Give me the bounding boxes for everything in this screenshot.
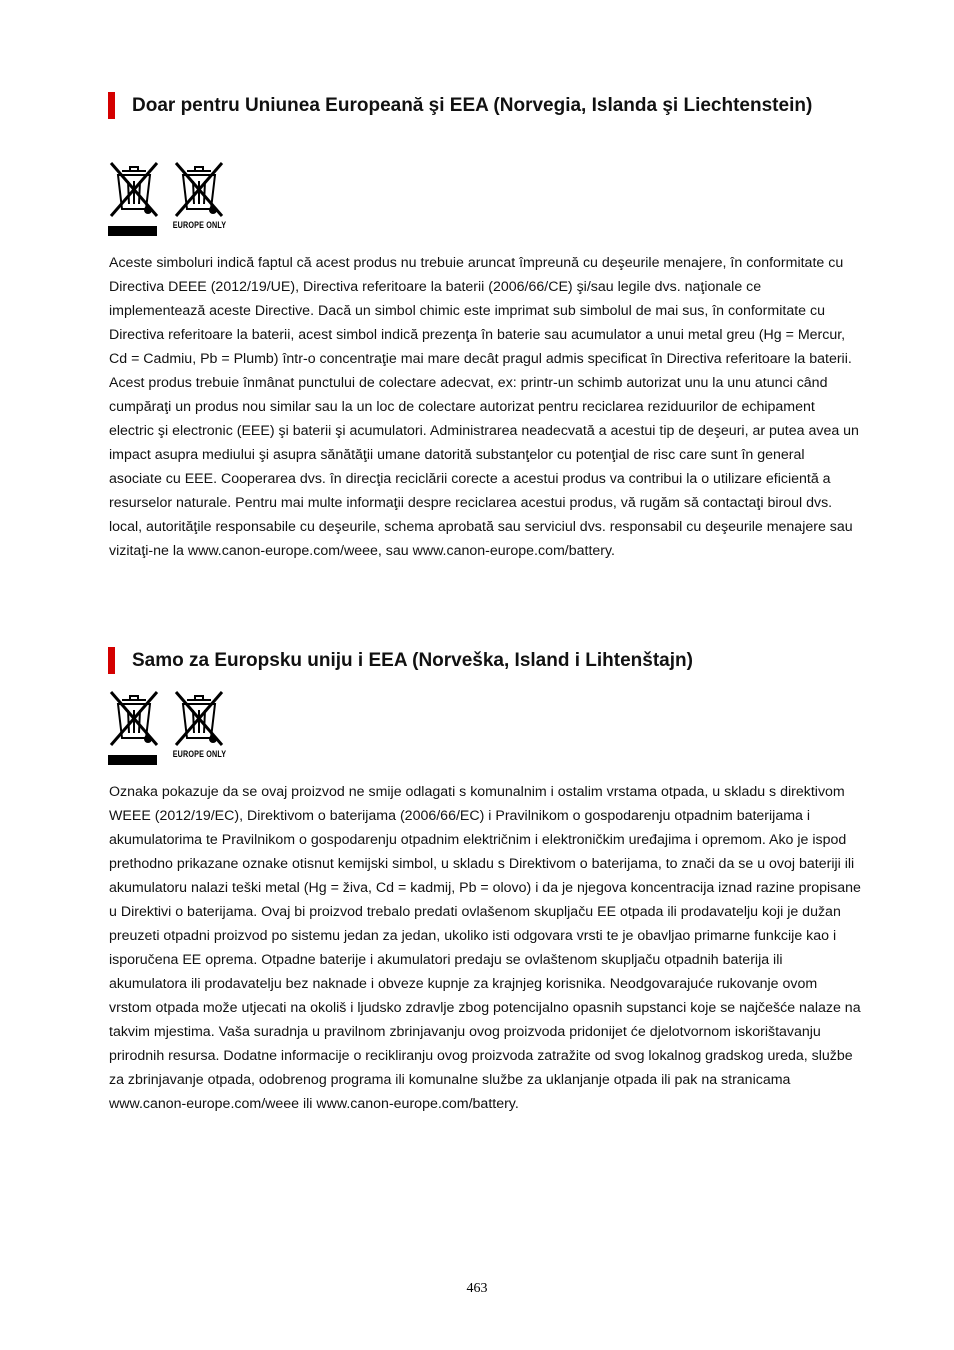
- europe-only-symbol: [166, 689, 233, 759]
- crossed-out-wheelie-bin-icon: [170, 160, 228, 218]
- weee-symbols: [108, 689, 233, 767]
- section-title: Doar pentru Uniunea Europeană şi EEA (Norvegia, Islanda şi Liechtenstein): [132, 95, 813, 116]
- europe-only-symbol: [166, 160, 233, 230]
- europe-only-label: EUROPE ONLY: [172, 220, 227, 230]
- europe-only-label: EUROPE ONLY: [172, 749, 227, 759]
- section-heading-ro: [108, 92, 868, 119]
- page-number: 463: [466, 1281, 488, 1296]
- crossed-out-wheelie-bin-icon: [108, 689, 160, 767]
- section-title: Samo za Europsku uniju i EEA (Norveška, Island i Lihtenštajn): [132, 650, 693, 671]
- weee-symbols: [108, 160, 233, 238]
- section-body-ro: Aceste simboluri indică faptul că acest produs nu trebuie aruncat împreună cu deşeurile menajere, în conformitate cu Directiva DEEE (2012/19/UE), Directiva referitoare la baterii (2006/66/CE) şi/sau legile dvs. naţionale ce implementează aceste Directive. Dacă un simbol chimic este imprimat sub simbolul de mai sus, în conformitate cu Directiva referitoare la baterii, acest simbol indică prezenţa în baterie sau acumulator a unui metal greu (Hg = Mercur, Cd = Cadmiu, Pb = Plumb) într-o concentraţie mai mare decât pragul admis specificat în Directiva referitoare la baterii. Acest produs trebuie înmânat punctului de colectare adecvat, ex: printr-un schimb autorizat unu la unu atunci când cumpăraţi un produs nou similar sau la un loc de colectare autorizat pentru reciclarea reziduurilor de echipament electric şi electronic (EEE) şi baterii şi acumulatori. Administrarea neadecvată a acestui tip de deşeuri, ar putea avea un impact asupra mediului şi asupra sănătăţii umane datorită substanţelor cu potenţial de risc care sunt în general asociate cu EEE. Cooperarea dvs. în direcţia reciclării corecte a acestui produs va contribui la o utilizare eficientă a resurselor naturale. Pentru mai multe informaţii despre reciclarea acestui produs, vă rugăm să contactaţi biroul dvs. local, autorităţile responsabile cu deşeurile, schema aprobată sau serviciul dvs. responsabil cu deşeurile menajere sau vizitaţi-ne la www.canon-europe.com/weee, sau www.canon-europe.com/battery.: [109, 255, 859, 559]
- section-body-hr: Oznaka pokazuje da se ovaj proizvod ne smije odlagati s komunalnim i ostalim vrstama otpada, u skladu s direktivom WEEE (2012/19/EC), Direktivom o baterijama (2006/66/EC) i Pravilnikom o gospodarenju otpadnim baterijama i akumulatorima te Pravilnikom o gospodarenju otpadnim električnim i elektroničkim uređajima i opremom. Ako je ispod prethodno prikazane oznake otisnut kemijski simbol, u skladu s Direktivom o baterijama, to znači da se u ovoj bateriji ili akumulatoru nalazi teški metal (Hg = živa, Cd = kadmij, Pb = olovo) i da je njegova koncentracija iznad razine propisane u Direktivi o baterijama. Ovaj bi proizvod trebalo predati ovlašenom skupljaču EE otpada ili prodavatelju koji je dužan preuzeti otpadni proizvod po sistemu jedan za jedan, ukoliko isti odgovara vrsti te je obavljao primarne funkcije kao i isporučena EE oprema. Otpadne baterije i akumulatori predaju se ovlaštenom skupljaču otpadnih baterija ili akumulatora ili prodavatelju bez naknade i obveze kupnje za krajnjeg korisnika. Neodgovarajuće rukovanje ovom vrstom otpada može utjecati na okoliš i ljudsko zdravlje zbog potencijalno opasnih supstanci koje se najčešće nalaze na takvim mjestima. Vaša suradnja u pravilnom zbrinjavanju ovog proizvoda pridonijet će djelotvornom iskorištavanju prirodnih resursa. Dodatne informacije o recikliranju ovog proizvoda zatražite od svog lokalnog gradskog ureda, službe za zbrinjavanje otpada, odobrenog programa ili komunalne službe za uklanjanje otpada ili pak na stranicama www.canon-europe.com/weee ili www.canon-europe.com/battery.: [109, 784, 861, 1112]
- crossed-out-wheelie-bin-icon: [170, 689, 228, 747]
- section-heading-hr: [108, 647, 868, 674]
- crossed-out-wheelie-bin-icon: [108, 160, 160, 238]
